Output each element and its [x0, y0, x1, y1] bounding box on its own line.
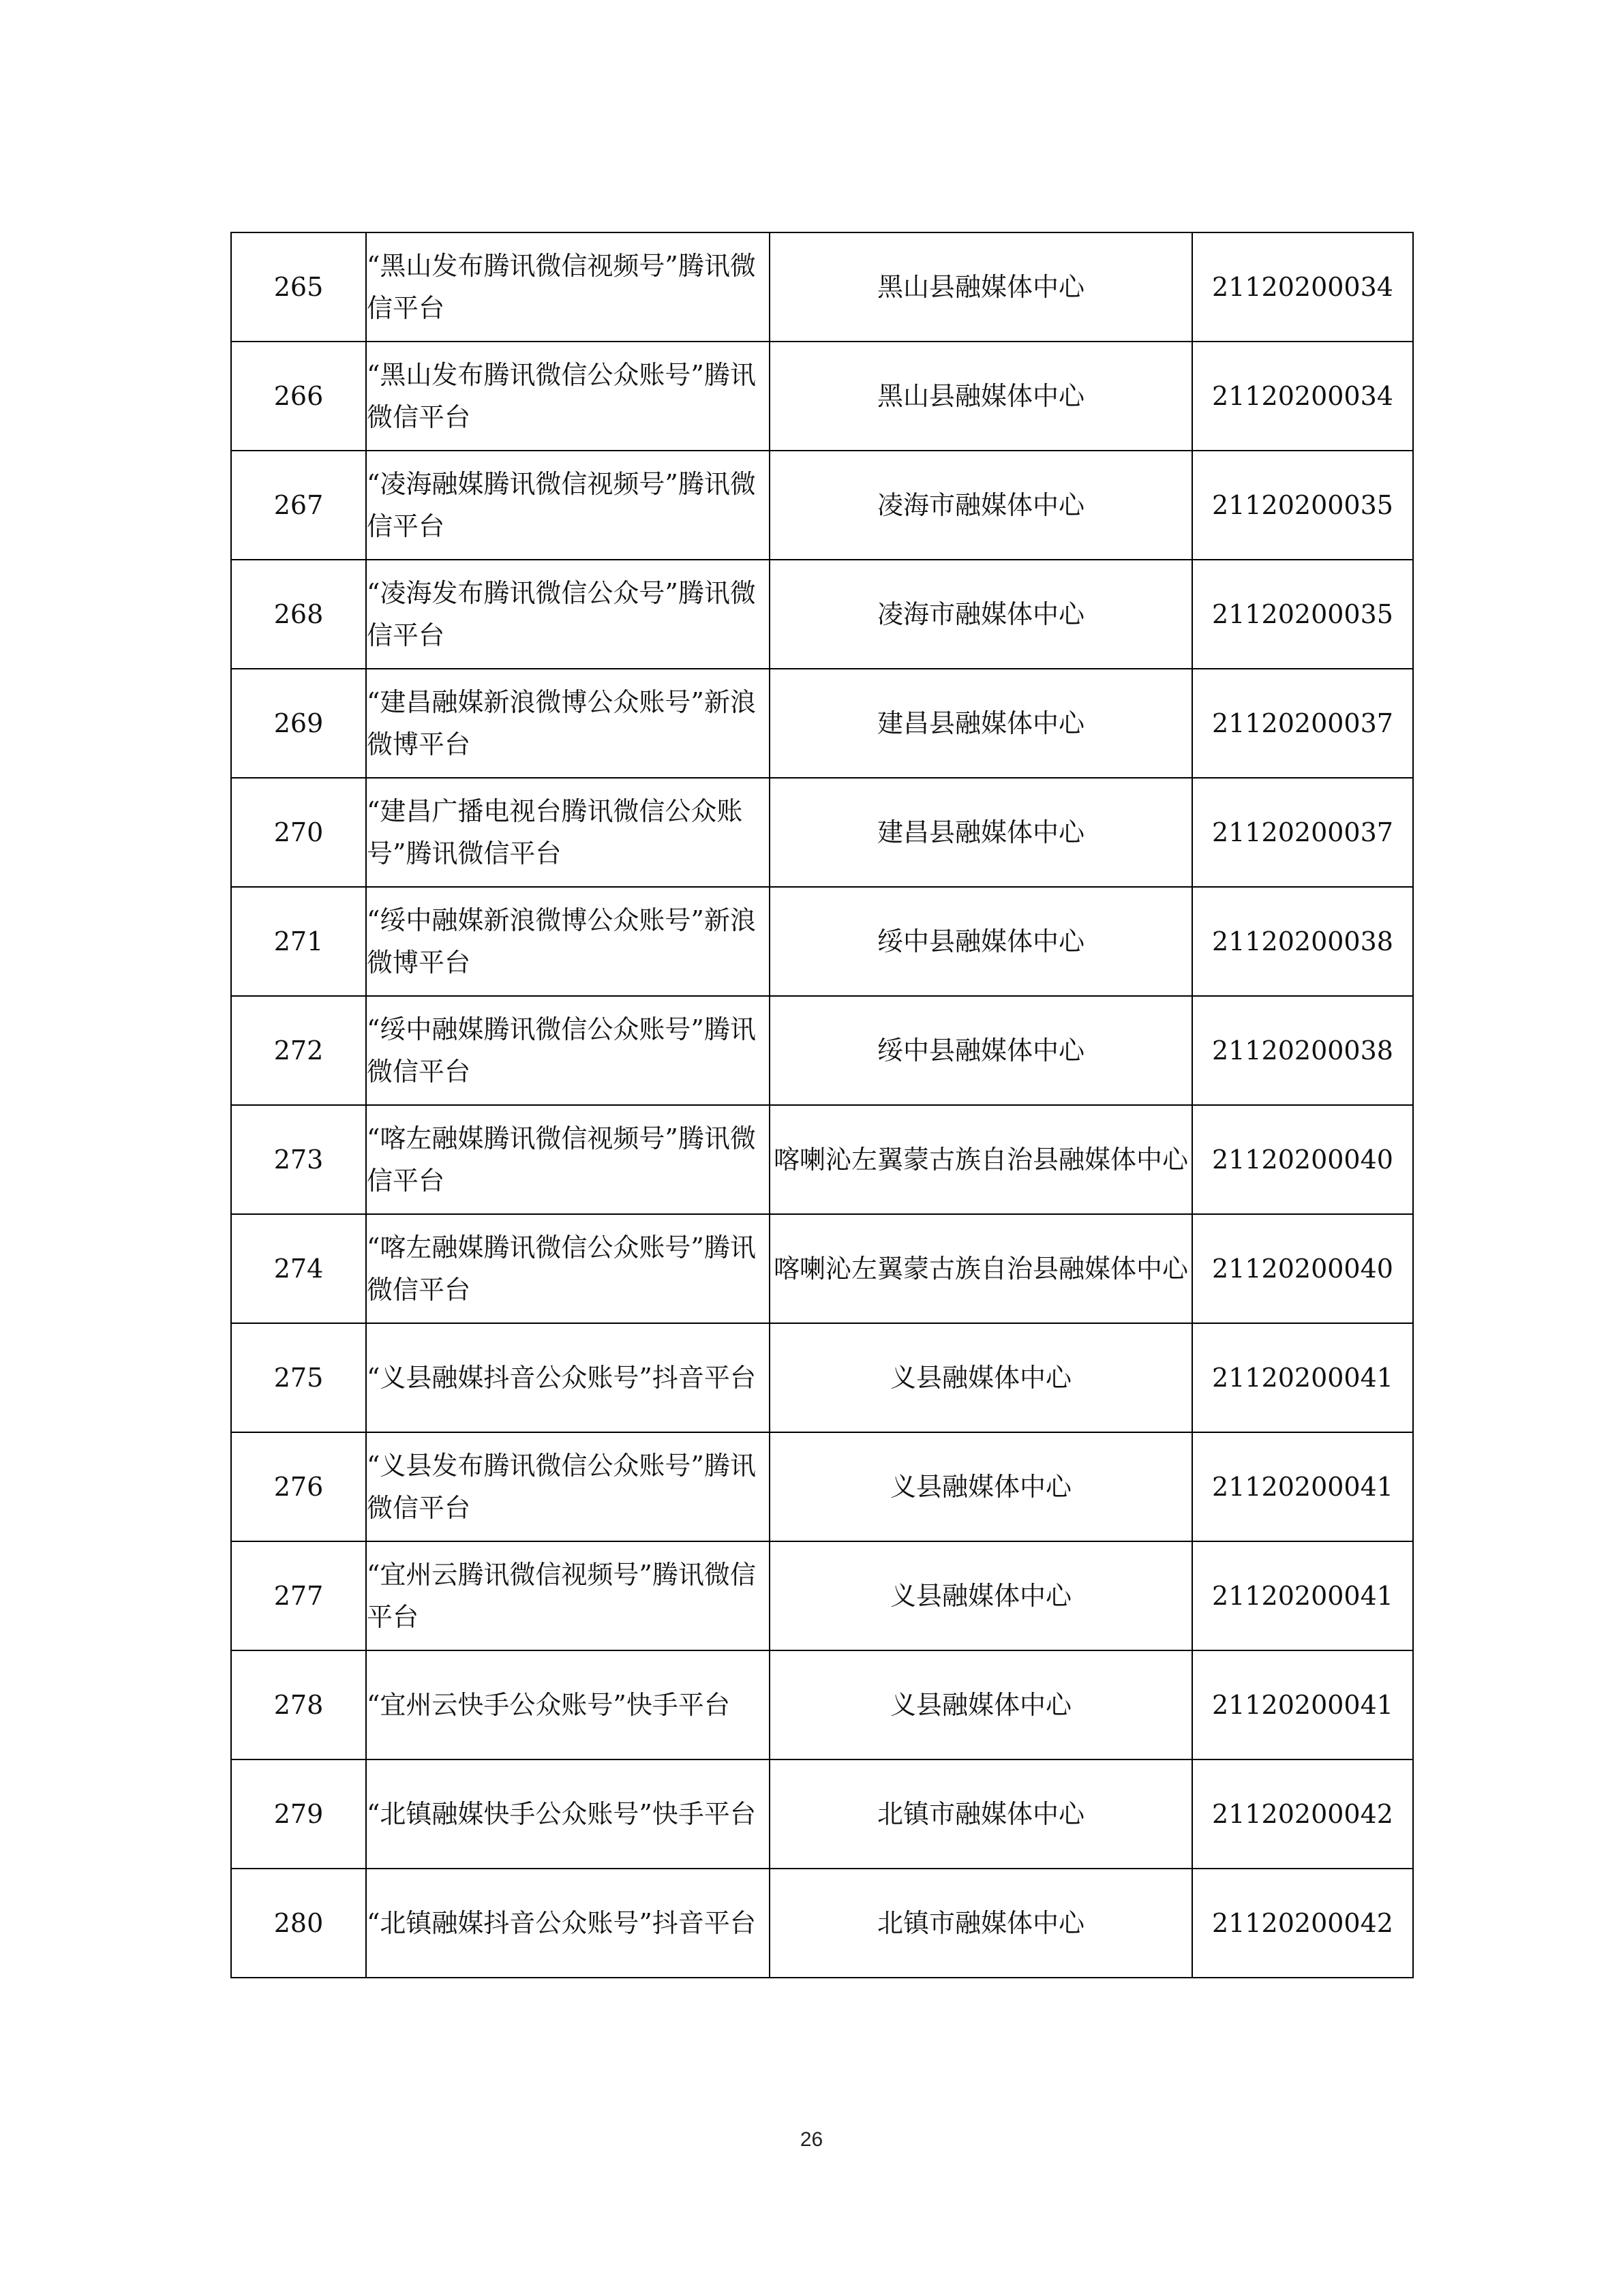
table-row	[231, 1759, 1413, 1869]
table-row	[231, 1105, 1413, 1214]
license-code: 21120200041	[1192, 1323, 1413, 1432]
row-number: 271	[231, 887, 366, 996]
row-number: 265	[231, 232, 366, 342]
organization-name: 凌海市融媒体中心	[770, 451, 1192, 560]
table-row	[231, 1650, 1413, 1759]
organization-name: 绥中县融媒体中心	[770, 996, 1192, 1105]
account-name: “绥中融媒腾讯微信公众账号”腾讯微信平台	[366, 996, 770, 1105]
table-body	[231, 232, 1413, 1978]
account-name: “建昌融媒新浪微博公众账号”新浪微博平台	[366, 669, 770, 778]
row-number: 272	[231, 996, 366, 1105]
row-number: 280	[231, 1869, 366, 1978]
license-code: 21120200041	[1192, 1650, 1413, 1759]
row-number: 274	[231, 1214, 366, 1323]
license-code: 21120200034	[1192, 342, 1413, 451]
table-row	[231, 1869, 1413, 1978]
organization-name: 北镇市融媒体中心	[770, 1869, 1192, 1978]
page-number: 26	[800, 2128, 823, 2151]
license-code: 21120200034	[1192, 232, 1413, 342]
account-name: “北镇融媒抖音公众账号”抖音平台	[366, 1869, 770, 1978]
platform-list-table	[230, 232, 1414, 1978]
organization-name: 凌海市融媒体中心	[770, 560, 1192, 669]
account-name: “凌海发布腾讯微信公众号”腾讯微信平台	[366, 560, 770, 669]
account-name: “喀左融媒腾讯微信公众账号”腾讯微信平台	[366, 1214, 770, 1323]
table-row	[231, 1432, 1413, 1541]
account-name: “黑山发布腾讯微信公众账号”腾讯微信平台	[366, 342, 770, 451]
license-code: 21120200042	[1192, 1869, 1413, 1978]
table-row	[231, 778, 1413, 887]
account-name: “宜州云腾讯微信视频号”腾讯微信平台	[366, 1541, 770, 1650]
organization-name: 义县融媒体中心	[770, 1323, 1192, 1432]
license-code: 21120200037	[1192, 778, 1413, 887]
license-code: 21120200035	[1192, 451, 1413, 560]
organization-name: 北镇市融媒体中心	[770, 1759, 1192, 1869]
organization-name: 喀喇沁左翼蒙古族自治县融媒体中心	[770, 1214, 1192, 1323]
license-code: 21120200040	[1192, 1105, 1413, 1214]
license-code: 21120200038	[1192, 996, 1413, 1105]
account-name: “北镇融媒快手公众账号”快手平台	[366, 1759, 770, 1869]
table-row	[231, 342, 1413, 451]
organization-name: 黑山县融媒体中心	[770, 232, 1192, 342]
table-row	[231, 669, 1413, 778]
row-number: 276	[231, 1432, 366, 1541]
row-number: 269	[231, 669, 366, 778]
account-name: “义县发布腾讯微信公众账号”腾讯微信平台	[366, 1432, 770, 1541]
organization-name: 喀喇沁左翼蒙古族自治县融媒体中心	[770, 1105, 1192, 1214]
row-number: 267	[231, 451, 366, 560]
organization-name: 绥中县融媒体中心	[770, 887, 1192, 996]
organization-name: 黑山县融媒体中心	[770, 342, 1192, 451]
organization-name: 建昌县融媒体中心	[770, 669, 1192, 778]
license-code: 21120200041	[1192, 1432, 1413, 1541]
account-name: “喀左融媒腾讯微信视频号”腾讯微信平台	[366, 1105, 770, 1214]
table-row	[231, 560, 1413, 669]
license-code: 21120200041	[1192, 1541, 1413, 1650]
table-row	[231, 451, 1413, 560]
license-code: 21120200040	[1192, 1214, 1413, 1323]
row-number: 268	[231, 560, 366, 669]
table-row	[231, 1541, 1413, 1650]
account-name: “建昌广播电视台腾讯微信公众账号”腾讯微信平台	[366, 778, 770, 887]
row-number: 270	[231, 778, 366, 887]
license-code: 21120200037	[1192, 669, 1413, 778]
organization-name: 建昌县融媒体中心	[770, 778, 1192, 887]
license-code: 21120200042	[1192, 1759, 1413, 1869]
account-name: “黑山发布腾讯微信视频号”腾讯微信平台	[366, 232, 770, 342]
row-number: 273	[231, 1105, 366, 1214]
table-row	[231, 996, 1413, 1105]
organization-name: 义县融媒体中心	[770, 1541, 1192, 1650]
account-name: “绥中融媒新浪微博公众账号”新浪微博平台	[366, 887, 770, 996]
table-row	[231, 232, 1413, 342]
account-name: “义县融媒抖音公众账号”抖音平台	[366, 1323, 770, 1432]
organization-name: 义县融媒体中心	[770, 1432, 1192, 1541]
license-code: 21120200035	[1192, 560, 1413, 669]
license-code: 21120200038	[1192, 887, 1413, 996]
table-row	[231, 1214, 1413, 1323]
row-number: 279	[231, 1759, 366, 1869]
account-name: “凌海融媒腾讯微信视频号”腾讯微信平台	[366, 451, 770, 560]
row-number: 275	[231, 1323, 366, 1432]
row-number: 277	[231, 1541, 366, 1650]
row-number: 278	[231, 1650, 366, 1759]
account-name: “宜州云快手公众账号”快手平台	[366, 1650, 770, 1759]
organization-name: 义县融媒体中心	[770, 1650, 1192, 1759]
table-row	[231, 887, 1413, 996]
row-number: 266	[231, 342, 366, 451]
table-row	[231, 1323, 1413, 1432]
